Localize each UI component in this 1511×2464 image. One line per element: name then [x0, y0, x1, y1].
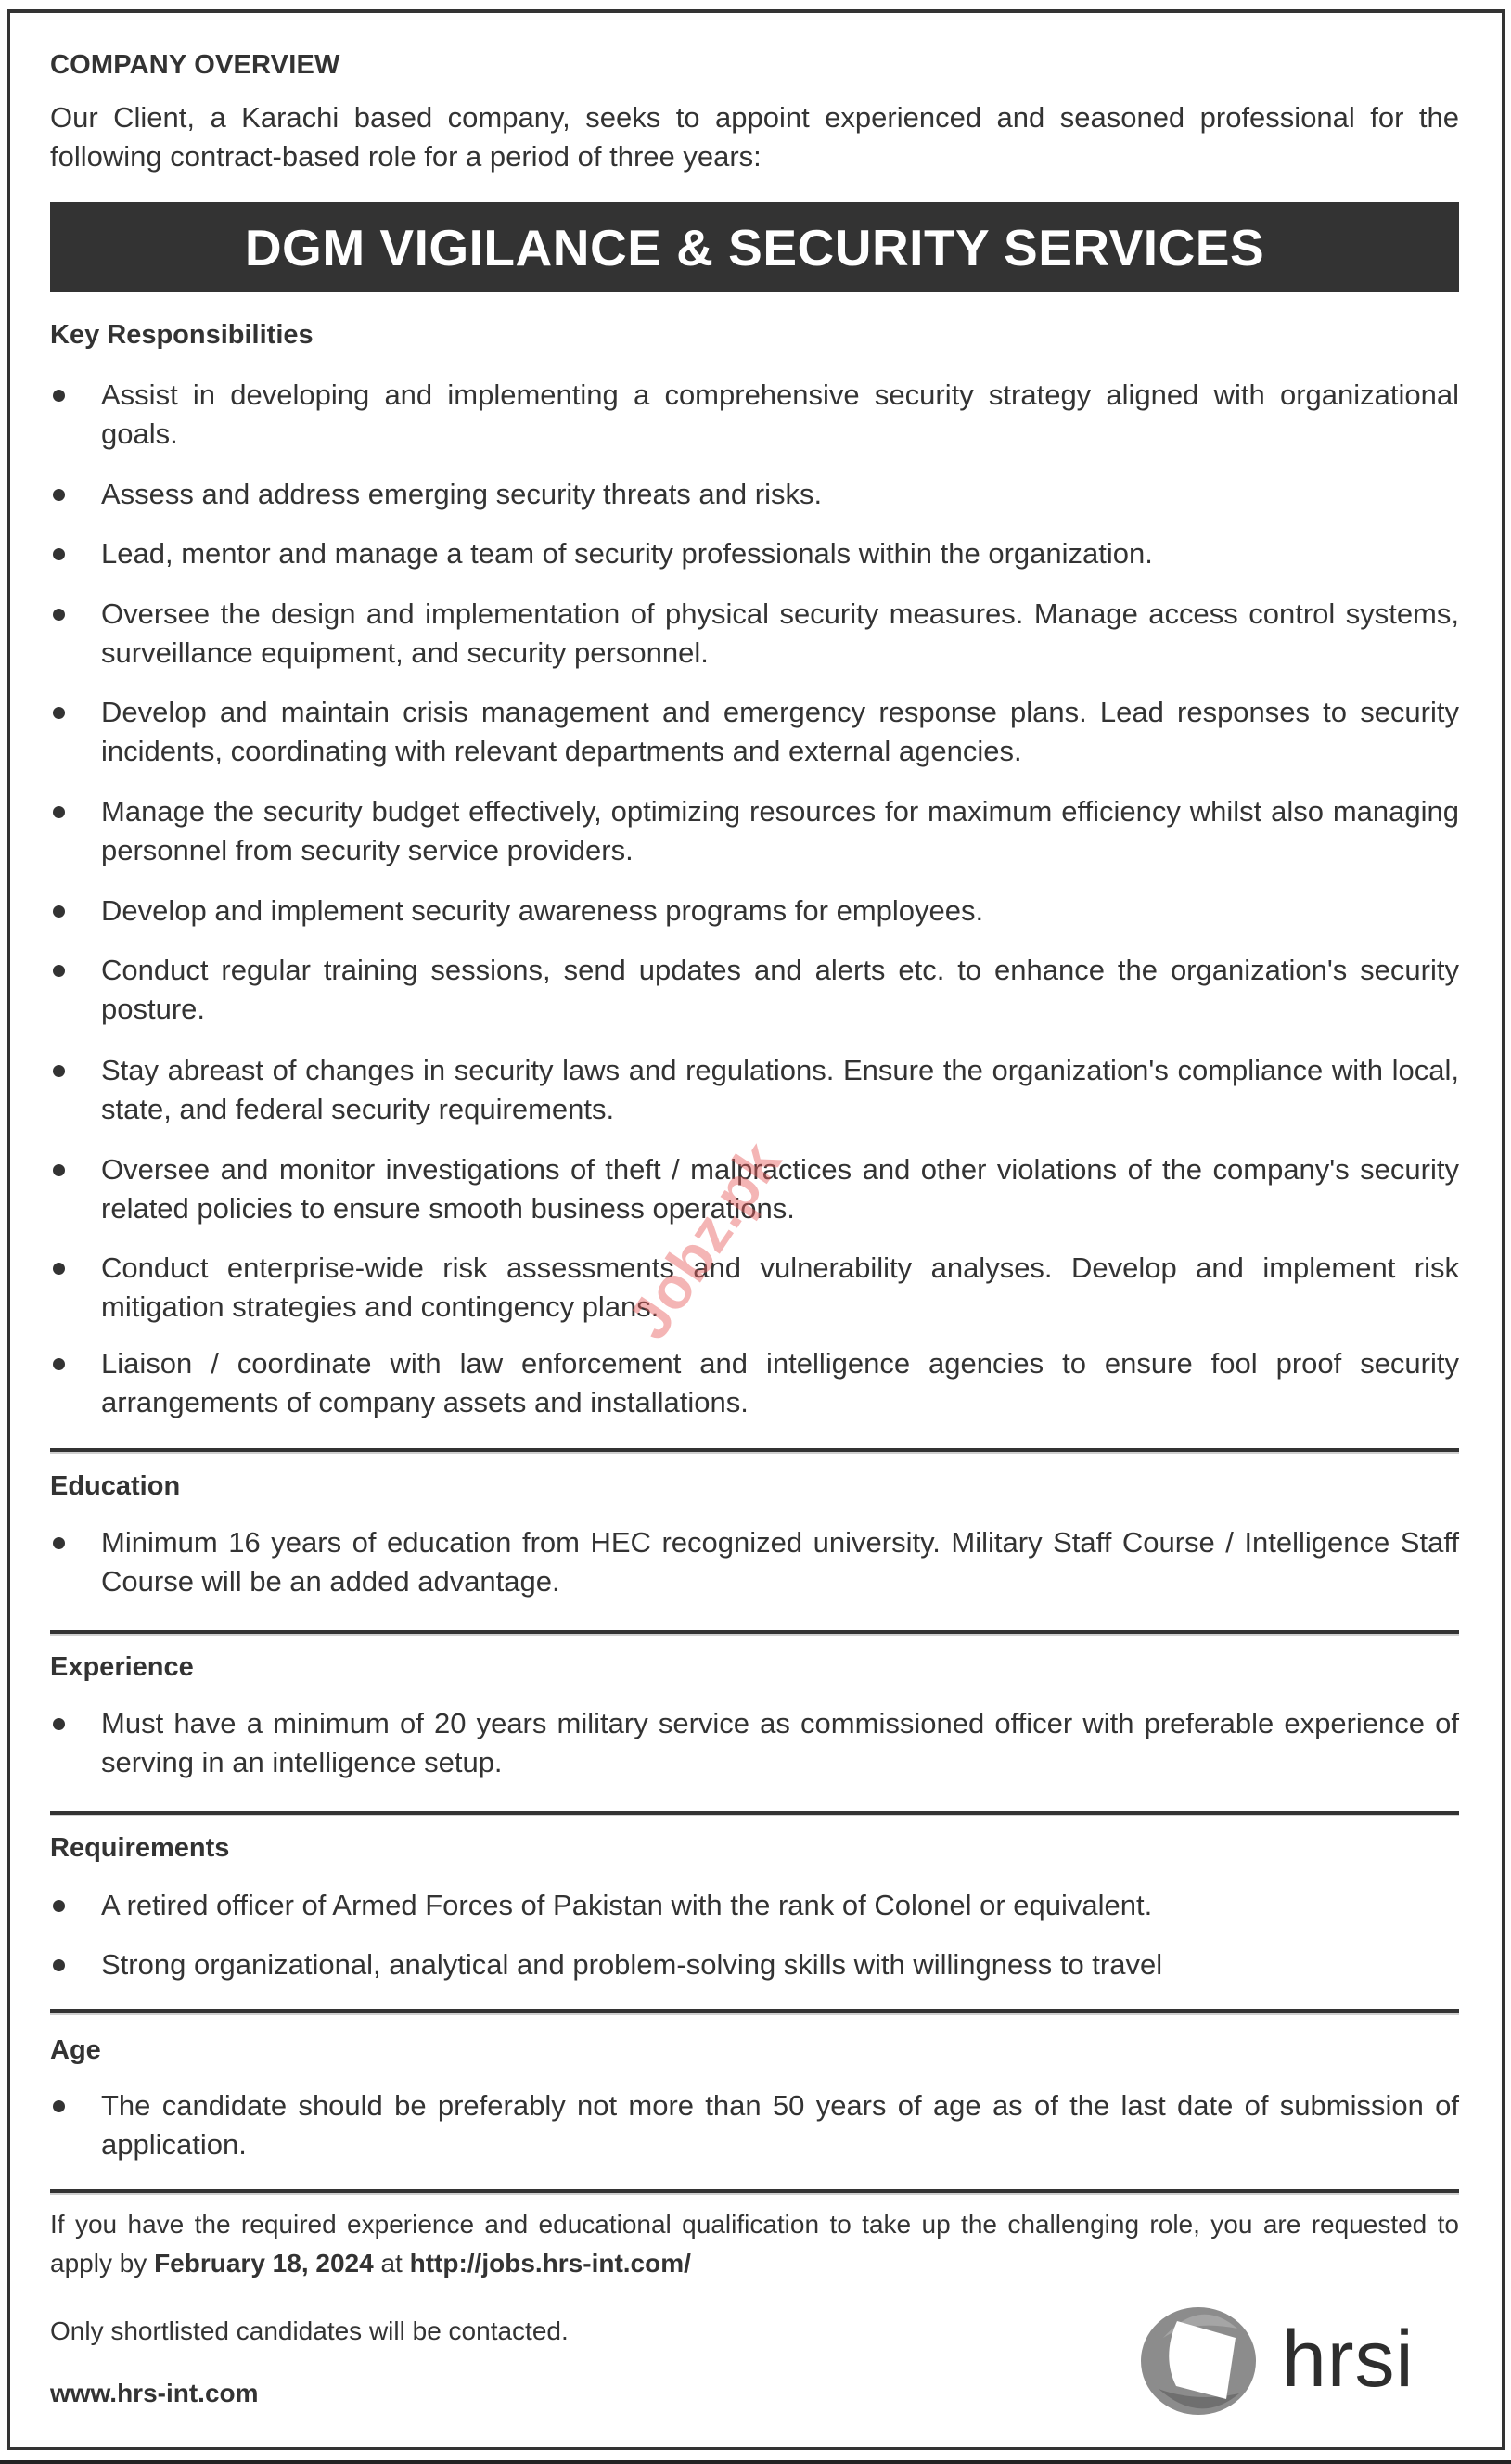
bullet-icon [53, 1537, 65, 1549]
bullet-icon [53, 707, 65, 719]
bullet-icon [53, 2100, 65, 2112]
responsibility-text: Lead, mentor and manage a team of security professionals within the organization. [101, 537, 1153, 570]
job-title: DGM VIGILANCE & SECURITY SERVICES [244, 218, 1265, 276]
responsibility-text: Assess and address emerging security threats and risks. [101, 478, 823, 510]
responsibility-text: Oversee the design and implementation of physical security measures. Manage access control systems, surveillance equipment, and security personnel. [101, 597, 1459, 669]
responsibility-text: Stay abreast of changes in security laws and regulations. Ensure the organization's compliance with local, state, and federal security requirements. [101, 1054, 1459, 1125]
bullet-icon [53, 806, 65, 818]
responsibility-text: Conduct enterprise-wide risk assessments and vulnerability analyses. Develop and implement risk mitigation strategies and contingency plans. [101, 1251, 1459, 1323]
bullet-icon [53, 489, 65, 501]
age-heading: Age [50, 2035, 101, 2065]
bullet-icon [53, 1065, 65, 1077]
bullet-icon [53, 1959, 65, 1971]
education-text: Minimum 16 years of education from HEC recognized university. Military Staff Course / Intelligence Staff Course will be an added advantage. [101, 1526, 1459, 1598]
responsibility-text: Manage the security budget effectively, optimizing resources for maximum efficiency whilst also managing personnel from security service providers. [101, 795, 1459, 866]
education-heading: Education [50, 1471, 181, 1501]
bullet-icon [53, 965, 65, 977]
section-divider [50, 1630, 1459, 1634]
jobz-watermark: Jobz.pk [614, 1130, 794, 1351]
experience-text: Must have a minimum of 20 years military service as commissioned officer with preferable experience of serving in an intelligence setup. [101, 1707, 1459, 1778]
website-link[interactable]: www.hrs-int.com [50, 2379, 259, 2407]
bullet-icon [53, 1164, 65, 1176]
responsibility-text: Oversee and monitor investigations of theft / malpractices and other violations of the company's security related policies to ensure smooth business operations. [101, 1153, 1459, 1225]
hrsi-logo-graphic [1135, 2301, 1479, 2421]
shortlist-note: Only shortlisted candidates will be contacted. [50, 2316, 569, 2345]
bottom-edge-strip [0, 2460, 1511, 2464]
application-deadline: February 18, 2024 [154, 2249, 374, 2278]
responsibility-text: Assist in developing and implementing a comprehensive security strategy aligned with organizational goals. [101, 379, 1459, 450]
bullet-icon [53, 609, 65, 621]
key-responsibilities-heading: Key Responsibilities [50, 320, 314, 350]
job-title-banner [50, 202, 1459, 292]
bullet-icon [53, 548, 65, 560]
bullet-icon [53, 1263, 65, 1275]
bullet-icon [53, 905, 65, 918]
logo-wordmark: hrsi [1282, 2315, 1415, 2404]
section-divider [50, 2189, 1459, 2193]
requirement-text: A retired officer of Armed Forces of Pakistan with the rank of Colonel or equivalent. [101, 1889, 1153, 1921]
responsibility-text: Conduct regular training sessions, send updates and alerts etc. to enhance the organization's security posture. [101, 954, 1459, 1025]
bullet-icon [53, 1718, 65, 1730]
apply-instructions [50, 2205, 1459, 2283]
section-divider [50, 1448, 1459, 1452]
logo-ring-icon [1141, 2307, 1256, 2415]
section-divider [50, 2009, 1459, 2013]
age-text: The candidate should be preferably not more than 50 years of age as of the last date of submission of application. [101, 2089, 1459, 2161]
apply-mid: at [380, 2249, 403, 2278]
apply-prefix: If you have the required experience and educational qualification to take up the challenging role, you are requested to apply by [50, 2210, 1459, 2278]
hrsi-logo [1135, 2301, 1479, 2421]
bullet-icon [53, 1358, 65, 1370]
responsibility-text: Develop and maintain crisis management and emergency response plans. Lead responses to security incidents, coordinating with relevant departments and external agencies. [101, 696, 1459, 767]
responsibility-text: Liaison / coordinate with law enforcement and intelligence agencies to ensure fool proof security arrangements of company assets and installations. [101, 1347, 1459, 1418]
company-overview-heading: COMPANY OVERVIEW [50, 50, 340, 80]
apply-url-link[interactable]: http://jobs.hrs-int.com/ [409, 2249, 691, 2278]
requirements-heading: Requirements [50, 1833, 230, 1863]
bullet-icon [53, 1900, 65, 1912]
requirement-text: Strong organizational, analytical and problem-solving skills with willingness to travel [101, 1948, 1163, 1981]
company-overview-intro: Our Client, a Karachi based company, seeks to appoint experienced and seasoned professional for the following contract-based role for a period of three years: [50, 101, 1459, 173]
section-divider [50, 1811, 1459, 1815]
responsibility-text: Develop and implement security awareness programs for employees. [101, 894, 984, 927]
bullet-icon [53, 390, 65, 402]
experience-heading: Experience [50, 1652, 194, 1682]
